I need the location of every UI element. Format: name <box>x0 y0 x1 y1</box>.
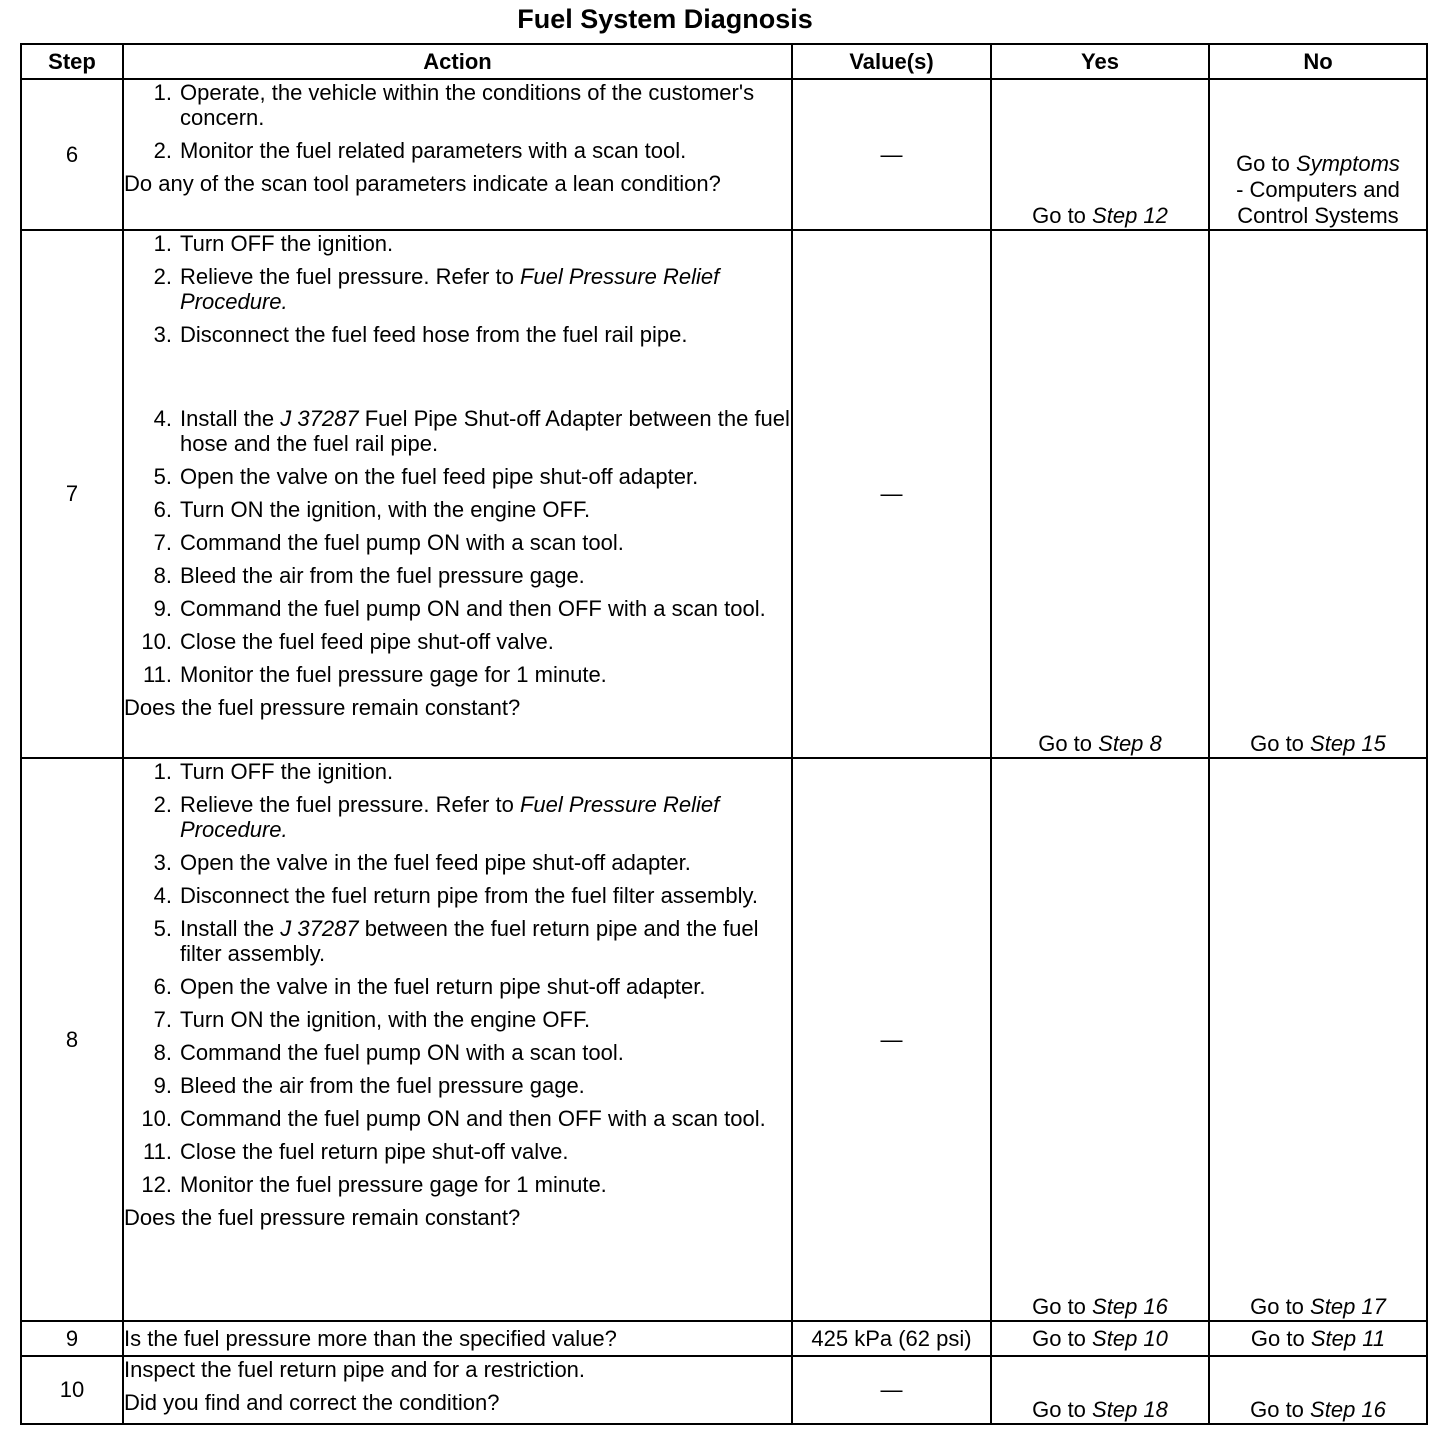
step-link: Step 10 <box>1092 1325 1168 1351</box>
action-item: 5. Install the J 37287 between the fuel return pipe and the fuel filter assembly. <box>153 916 759 966</box>
question: Is the fuel pressure more than the specified value? <box>124 1326 617 1351</box>
action-item: 8. Bleed the air from the fuel pressure gage. <box>153 563 585 588</box>
action-item: 2. Relieve the fuel pressure. Refer to Fuel Pressure Relief Procedure. <box>153 264 720 314</box>
no-cell: Go to Step 15 <box>1209 230 1427 758</box>
action-item: 6. Turn ON the ignition, with the engine OFF. <box>153 497 591 522</box>
action-cell <box>123 230 792 758</box>
step-link: Step 16 <box>1092 1294 1168 1319</box>
header-values: Value(s) <box>792 44 991 79</box>
value-cell: — <box>792 1356 991 1424</box>
step-number: 10 <box>21 1356 123 1424</box>
action-item: 1. Turn OFF the ignition. <box>153 231 394 256</box>
symptoms-link: Symptoms <box>1296 151 1400 176</box>
action-item: 4. Disconnect the fuel return pipe from the fuel filter assembly. <box>153 883 758 908</box>
yes-cell: Go to Step 16 <box>991 758 1209 1321</box>
question: Does the fuel pressure remain constant? <box>124 1205 521 1230</box>
step-number: 8 <box>21 758 123 1321</box>
no-cell: Go to Step 17 <box>1209 758 1427 1321</box>
no-cell: Go to Step 16 <box>1209 1356 1427 1424</box>
step-number: 9 <box>21 1321 123 1356</box>
action-item: 2. Relieve the fuel pressure. Refer to Fuel Pressure Relief Procedure. <box>153 792 720 842</box>
header-step: Step <box>21 44 123 79</box>
header-row <box>21 44 1427 79</box>
page-title: Fuel System Diagnosis <box>517 4 813 34</box>
action-item: 12. Monitor the fuel pressure gage for 1 minute. <box>141 1172 607 1197</box>
action-item: 8. Command the fuel pump ON with a scan tool. <box>153 1040 624 1065</box>
value-cell: — <box>792 79 991 230</box>
step-link: Step 17 <box>1310 1294 1386 1319</box>
value-cell: — <box>792 230 991 758</box>
yes-cell: Go to Step 12 <box>991 79 1209 230</box>
step-link: Step 15 <box>1310 731 1386 756</box>
header-no: No <box>1209 44 1427 79</box>
action-item: 9. Bleed the air from the fuel pressure gage. <box>153 1073 585 1098</box>
table-row <box>21 1321 1427 1356</box>
step-number: 7 <box>21 230 123 758</box>
table-row <box>21 79 1427 230</box>
action-item: 4. Install the J 37287 Fuel Pipe Shut-off Adapter between the fuel hose and the fuel rail pipe. <box>153 406 790 456</box>
header-action: Action <box>123 44 792 79</box>
no-cell: Go to Step 11 <box>1209 1321 1427 1356</box>
action-item: 11. Monitor the fuel pressure gage for 1 minute. <box>143 662 607 687</box>
no-cell: Go to Symptoms - Computers and Control Systems <box>1209 79 1427 230</box>
value-cell: — <box>792 758 991 1321</box>
action-item: 10. Command the fuel pump ON and then OFF with a scan tool. <box>141 1106 766 1131</box>
step-link: Step 8 <box>1098 731 1162 756</box>
yes-cell: Go to Step 18 <box>991 1356 1209 1424</box>
action-text: Inspect the fuel return pipe and for a restriction. <box>124 1357 586 1382</box>
action-item: 9. Command the fuel pump ON and then OFF with a scan tool. <box>153 596 766 621</box>
question: Did you find and correct the condition? <box>124 1390 500 1415</box>
action-item: 1. Operate, the vehicle within the conditions of the customer's concern. <box>153 80 755 130</box>
yes-cell: Go to Step 8 <box>991 230 1209 758</box>
action-item: 3. Open the valve in the fuel feed pipe shut-off adapter. <box>153 850 691 875</box>
header-yes: Yes <box>991 44 1209 79</box>
action-item: 7. Command the fuel pump ON with a scan tool. <box>153 530 624 555</box>
table-row <box>21 758 1427 1321</box>
action-cell <box>123 1321 792 1356</box>
action-cell <box>123 758 792 1321</box>
table-row <box>21 230 1427 758</box>
step-link: Step 11 <box>1310 1325 1386 1351</box>
action-cell <box>123 79 792 230</box>
action-item: 11. Close the fuel return pipe shut-off valve. <box>143 1139 569 1164</box>
step-link: Step 12 <box>1092 203 1168 228</box>
question: Does the fuel pressure remain constant? <box>124 695 521 720</box>
step-number: 6 <box>21 79 123 230</box>
table-row <box>21 1356 1427 1424</box>
action-item: 10. Close the fuel feed pipe shut-off valve. <box>141 629 554 654</box>
yes-cell: Go to Step 10 <box>991 1321 1209 1356</box>
step-link: Step 18 <box>1092 1397 1168 1422</box>
diagnosis-table <box>20 43 1428 1425</box>
action-item: 7. Turn ON the ignition, with the engine OFF. <box>153 1007 591 1032</box>
value-cell: 425 kPa (62 psi) <box>792 1321 991 1356</box>
action-item: 6. Open the valve in the fuel return pipe shut-off adapter. <box>153 974 706 999</box>
question: Do any of the scan tool parameters indicate a lean condition? <box>124 171 721 196</box>
action-cell <box>123 1356 792 1424</box>
action-item: 5. Open the valve on the fuel feed pipe shut-off adapter. <box>153 464 699 489</box>
action-item: 1. Turn OFF the ignition. <box>153 759 394 784</box>
action-item: 2. Monitor the fuel related parameters with a scan tool. <box>153 138 687 163</box>
action-item: 3. Disconnect the fuel feed hose from the fuel rail pipe. <box>153 322 688 347</box>
step-link: Step 16 <box>1310 1397 1386 1422</box>
